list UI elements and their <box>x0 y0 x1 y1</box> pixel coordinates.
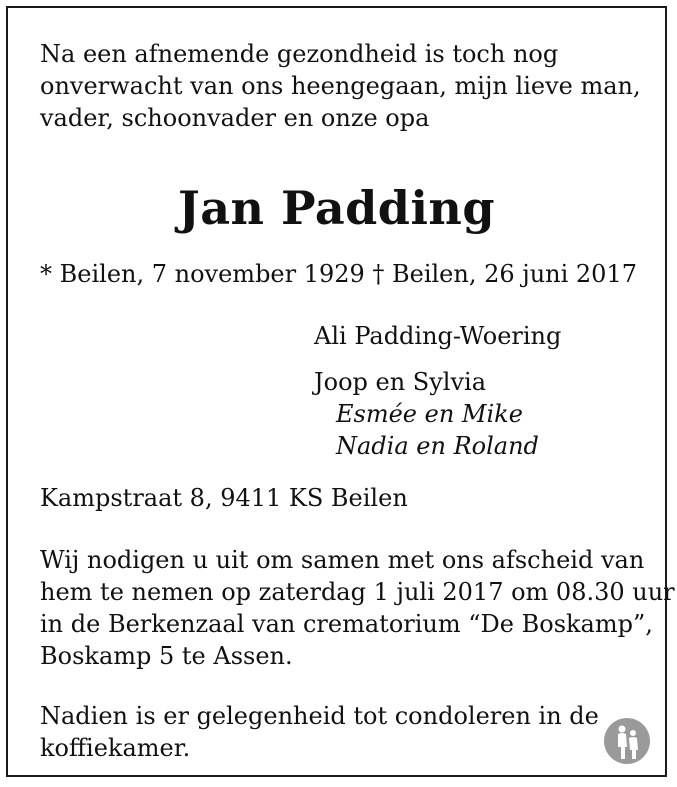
invitation-line: Wij nodigen u uit om samen met ons afscheid van <box>40 546 645 574</box>
intro-line: onverwacht van ons heengegaan, mijn lieve man, <box>40 72 641 100</box>
death-info: † Beilen, 26 juni 2017 <box>372 260 637 288</box>
condolence-line: koffiekamer. <box>40 734 191 762</box>
grandchild-names: Nadia en Roland <box>336 432 539 460</box>
intro-text <box>40 38 641 134</box>
birth-info: * Beilen, 7 november 1929 <box>40 260 365 288</box>
intro-line: Na een afnemende gezondheid is toch nog <box>40 40 559 68</box>
grandchild-names: Esmée en Mike <box>336 400 523 428</box>
invitation-text <box>40 544 675 672</box>
mourning-figures-logo-icon <box>603 717 651 765</box>
invitation-line: hem te nemen op zaterdag 1 juli 2017 om 08.30 uur <box>40 578 675 606</box>
address: Kampstraat 8, 9411 KS Beilen <box>40 484 408 512</box>
family-list <box>314 320 561 462</box>
deceased-name: Jan Padding <box>177 181 496 235</box>
invitation-line: Boskamp 5 te Assen. <box>40 642 293 670</box>
intro-line: vader, schoonvader en onze opa <box>40 104 430 132</box>
invitation-line: in de Berkenzaal van crematorium “De Boskamp”, <box>40 610 653 638</box>
condolence-line: Nadien is er gelegenheid tot condoleren in de <box>40 702 599 730</box>
obituary-notice <box>6 6 675 777</box>
child-names: Joop en Sylvia <box>314 368 487 396</box>
condolence-text <box>40 700 599 764</box>
spouse-name: Ali Padding-Woering <box>314 322 562 350</box>
